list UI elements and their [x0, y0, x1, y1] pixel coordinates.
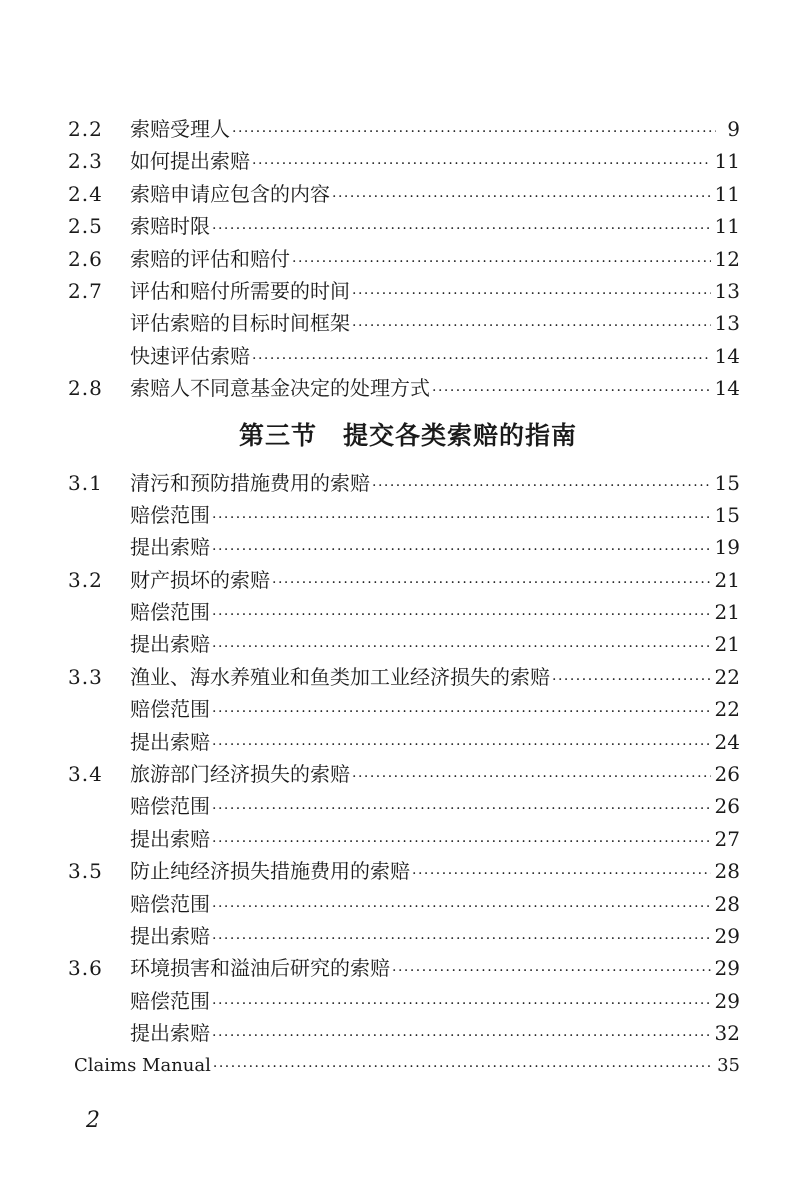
toc-entry-number: 2.3	[68, 149, 103, 174]
toc-leader-dots	[212, 502, 711, 534]
toc-entry-number: 3.3	[68, 664, 103, 689]
toc-entry-page: 11	[714, 149, 740, 174]
toc-entry-page: 35	[717, 1054, 740, 1076]
toc-entry-title: 索赔的评估和赔付	[130, 246, 290, 271]
toc-leader-dots	[212, 213, 711, 245]
toc-entry-page: 15	[714, 470, 740, 495]
toc-entry-title: 索赔时限	[130, 214, 210, 239]
toc-entry[interactable]	[68, 855, 740, 887]
toc-entry[interactable]	[68, 693, 740, 725]
toc-entry[interactable]	[68, 275, 740, 307]
toc-entry[interactable]	[68, 628, 740, 660]
toc-entry-title: 环境损害和溢油后研究的索赔	[130, 956, 390, 981]
toc-entry[interactable]	[68, 790, 740, 822]
toc-leader-dots	[392, 955, 711, 987]
toc-entry-page: 28	[714, 891, 740, 916]
toc-entry-page: 27	[714, 826, 740, 851]
toc-entry-title: 渔业、海水养殖业和鱼类加工业经济损失的索赔	[130, 664, 550, 689]
toc-entry-number: 3.5	[68, 859, 103, 884]
toc-leader-dots	[212, 729, 711, 761]
toc-entry[interactable]	[68, 596, 740, 628]
toc-entry[interactable]	[68, 113, 740, 145]
toc-entry-page: 26	[714, 794, 740, 819]
toc-entry[interactable]	[68, 467, 740, 499]
toc-entry-title: 评估索赔的目标时间框架	[130, 311, 350, 336]
toc-leader-dots	[212, 923, 711, 955]
toc-leader-dots	[212, 826, 711, 858]
toc-entry-page: 13	[714, 311, 740, 336]
toc-entry[interactable]	[68, 372, 740, 404]
toc-entry-number: 2.6	[68, 246, 103, 271]
toc-entry-title: 快速评估索赔	[130, 343, 250, 368]
toc-entry[interactable]	[68, 307, 740, 339]
toc-part-1	[68, 113, 740, 405]
toc-leader-dots	[372, 470, 711, 502]
toc-entry[interactable]	[68, 726, 740, 758]
toc-entry-title: 提出索赔	[130, 729, 210, 754]
toc-entry[interactable]	[68, 499, 740, 531]
toc-entry-page: 11	[714, 181, 740, 206]
toc-leader-dots	[232, 116, 716, 148]
toc-entry-title: 财产损坏的索赔	[130, 567, 270, 592]
toc-entry-title: 提出索赔	[130, 632, 210, 657]
toc-entry-number: 3.2	[68, 567, 103, 592]
toc-leader-dots	[292, 246, 711, 278]
section-heading: 第三节 提交各类索赔的指南	[238, 420, 577, 450]
toc-entry-number: 3.4	[68, 762, 103, 787]
toc-leader-dots	[212, 793, 711, 825]
toc-entry-title: 赔偿范围	[130, 794, 210, 819]
toc-leader-dots	[412, 858, 711, 890]
toc-entry[interactable]	[68, 178, 740, 210]
toc-entry-claims-manual[interactable]	[68, 1050, 740, 1082]
toc-leader-dots	[252, 343, 711, 375]
toc-leader-dots	[212, 534, 711, 566]
toc-entry-number: 2.5	[68, 214, 103, 239]
toc-entry-title: Claims Manual	[74, 1054, 211, 1076]
toc-entry[interactable]	[68, 888, 740, 920]
table-of-contents	[68, 113, 740, 1082]
toc-entry[interactable]	[68, 920, 740, 952]
toc-entry-title: 赔偿范围	[130, 600, 210, 625]
toc-entry-page: 13	[714, 278, 740, 303]
toc-entry[interactable]	[68, 985, 740, 1017]
toc-entry-page: 28	[714, 859, 740, 884]
toc-entry-title: 提出索赔	[130, 826, 210, 851]
toc-entry-page: 15	[714, 502, 740, 527]
toc-entry-title: 如何提出索赔	[130, 149, 250, 174]
toc-entry-page: 21	[714, 600, 740, 625]
toc-entry-number: 2.4	[68, 181, 103, 206]
toc-entry-page: 9	[727, 117, 740, 141]
toc-entry[interactable]	[68, 952, 740, 984]
toc-entry-title: 赔偿范围	[130, 502, 210, 527]
toc-leader-dots	[212, 988, 711, 1020]
toc-entry-page: 12	[714, 246, 740, 271]
toc-entry-page: 14	[714, 343, 740, 368]
toc-entry-title: 赔偿范围	[130, 697, 210, 722]
toc-leader-dots	[212, 1020, 711, 1052]
toc-leader-dots	[212, 891, 711, 923]
toc-entry-title: 赔偿范围	[130, 891, 210, 916]
toc-entry-title: 索赔人不同意基金决定的处理方式	[130, 376, 430, 401]
toc-entry[interactable]	[68, 340, 740, 372]
toc-leader-dots	[432, 375, 711, 407]
toc-entry[interactable]	[68, 210, 740, 242]
toc-part-2	[68, 467, 740, 1050]
toc-entry-page: 21	[714, 567, 740, 592]
toc-entry[interactable]	[68, 531, 740, 563]
toc-entry-number: 2.2	[68, 117, 103, 141]
toc-entry-title: 清污和预防措施费用的索赔	[130, 470, 370, 495]
toc-leader-dots	[213, 1051, 713, 1083]
toc-leader-dots	[552, 664, 711, 696]
toc-entry-page: 24	[714, 729, 740, 754]
toc-entry[interactable]	[68, 564, 740, 596]
toc-entry-title: 防止纯经济损失措施费用的索赔	[130, 859, 410, 884]
toc-entry-page: 26	[714, 762, 740, 787]
toc-entry-title: 评估和赔付所需要的时间	[130, 278, 350, 303]
toc-entry-page: 32	[714, 1021, 740, 1046]
toc-entry[interactable]	[68, 1017, 740, 1049]
toc-entry-page: 14	[714, 376, 740, 401]
toc-leader-dots	[352, 761, 711, 793]
toc-entry-title: 提出索赔	[130, 535, 210, 560]
toc-entry-number: 2.8	[68, 376, 103, 401]
toc-entry[interactable]	[68, 145, 740, 177]
toc-entry-page: 29	[714, 956, 740, 981]
toc-entry-title: 赔偿范围	[130, 988, 210, 1013]
toc-entry[interactable]	[68, 823, 740, 855]
toc-entry[interactable]	[68, 661, 740, 693]
toc-leader-dots	[352, 310, 711, 342]
toc-entry-title: 索赔申请应包含的内容	[130, 181, 330, 206]
toc-entry-number: 3.6	[68, 956, 103, 981]
toc-entry-page: 29	[714, 988, 740, 1013]
toc-entry-number: 2.7	[68, 278, 103, 303]
toc-entry[interactable]	[68, 758, 740, 790]
toc-entry-title: 提出索赔	[130, 923, 210, 948]
toc-leader-dots	[252, 148, 711, 180]
toc-entry-page: 19	[714, 535, 740, 560]
toc-entry-page: 21	[714, 632, 740, 657]
toc-leader-dots	[212, 631, 711, 663]
toc-leader-dots	[352, 278, 711, 310]
toc-entry-title: 索赔受理人	[130, 117, 230, 141]
toc-leader-dots	[332, 181, 711, 213]
toc-entry-page: 22	[714, 664, 740, 689]
toc-entry-page: 29	[714, 923, 740, 948]
toc-leader-dots	[212, 599, 711, 631]
toc-entry-number: 3.1	[68, 470, 103, 495]
toc-entry-page: 11	[714, 214, 740, 239]
toc-entry[interactable]	[68, 243, 740, 275]
toc-leader-dots	[212, 696, 711, 728]
toc-entry-page: 22	[714, 697, 740, 722]
toc-entry-title: 提出索赔	[130, 1021, 210, 1046]
toc-leader-dots	[272, 567, 711, 599]
page-number: 2	[86, 1108, 100, 1133]
toc-entry-title: 旅游部门经济损失的索赔	[130, 762, 350, 787]
